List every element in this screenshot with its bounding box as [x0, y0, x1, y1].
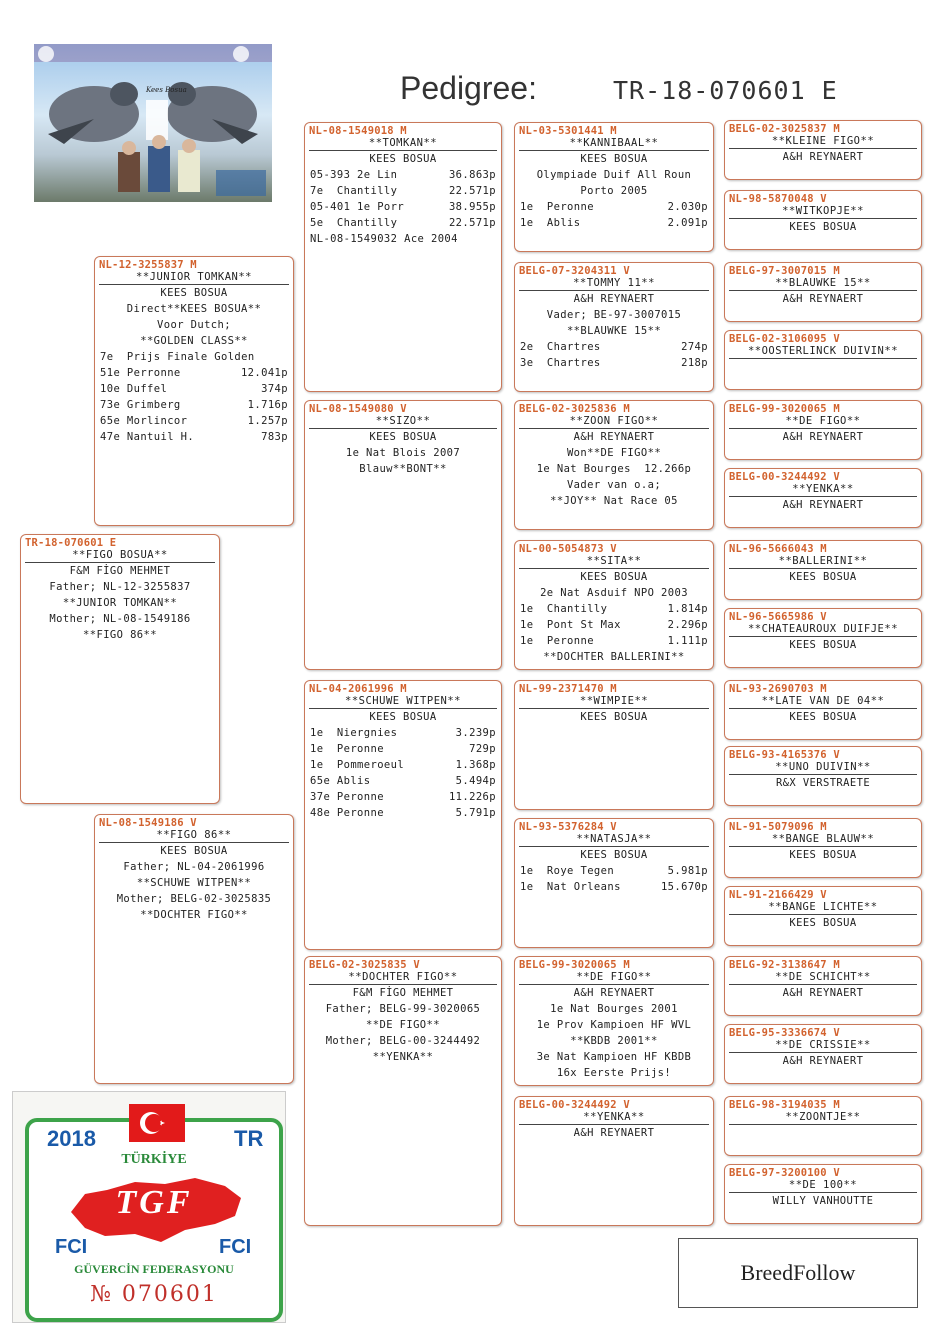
info-line: KEES BOSUA [160, 287, 228, 299]
result-row [515, 601, 713, 617]
pigeon-name: **CHATEAUROUX DUIFJE** [729, 623, 917, 637]
ring-number: BELG-02-3025835 V [309, 959, 420, 971]
ring-number: NL-93-2690703 M [729, 683, 827, 695]
pigeon-name: **UNO DUIVIN** [729, 761, 917, 775]
info-line: Mother; NL-08-1549186 [49, 613, 191, 625]
pigeon-name: **FIGO BOSUA** [25, 549, 215, 563]
breeder-line: KEES BOSUA [789, 221, 857, 233]
pigeon-name: **JUNIOR TOMKAN** [99, 271, 289, 285]
result-race: 65e Morlincor [100, 415, 188, 427]
breeder-line: R&X VERSTRAETE [775, 777, 871, 789]
gen3-pigeon-card [514, 262, 714, 392]
result-race: 1e Peronne [310, 743, 384, 755]
result-row [305, 805, 501, 821]
ring-number: NL-03-5301441 M [519, 125, 617, 137]
info-line: **SCHUWE WITPEN** [136, 877, 252, 889]
breeder-line: KEES BOSUA [789, 571, 857, 583]
info-line: **KBDB 2001** [570, 1035, 658, 1047]
subject-pigeon-card [20, 534, 220, 804]
result-race: 7e Chantilly [310, 185, 398, 197]
ring-number: BELG-02-3025837 M [729, 123, 840, 135]
gen3-pigeon-card [514, 818, 714, 948]
ring-number: TR-18-070601 E [613, 76, 838, 105]
breeder-line: KEES BOSUA [789, 849, 857, 861]
gen4-pigeon-card [724, 886, 922, 946]
result-distance: 5.494p [455, 775, 496, 787]
result-row [95, 413, 293, 429]
dam-card [94, 814, 294, 1084]
result-row [305, 789, 501, 805]
ring-number: BELG-95-3336674 V [729, 1027, 840, 1039]
info-line: Vader; BE-97-3007015 [546, 309, 682, 321]
result-race: 1e Ablis [520, 217, 581, 229]
ring-number: BELG-99-3020065 M [519, 959, 630, 971]
breeder-line: KEES BOSUA [789, 917, 857, 929]
breeder-line: KEES BOSUA [789, 639, 857, 651]
info-line: **BLAUWKE 15** [566, 325, 662, 337]
stamp-year: 2018 [47, 1126, 96, 1151]
info-line: **FIGO 86** [83, 629, 157, 641]
info-line: Father; NL-04-2061996 [123, 861, 265, 873]
result-distance: 5.791p [455, 807, 496, 819]
result-race: 7e Prijs Finale Golden [100, 351, 255, 363]
stamp-number: № 070601 [90, 1282, 218, 1307]
gen3-pigeon-card [514, 1096, 714, 1226]
ring-number: NL-96-5665986 V [729, 611, 827, 623]
ring-number: NL-91-2166429 V [729, 889, 827, 901]
result-row [515, 199, 713, 215]
page-title: Pedigree: [400, 70, 537, 106]
pigeon-name: **DOCHTER FIGO** [309, 971, 497, 985]
gen3-pigeon-card [514, 956, 714, 1086]
pigeon-name: **BLAUWKE 15** [729, 277, 917, 291]
result-race: 3e Chartres [520, 357, 601, 369]
ring-number: NL-08-1549186 V [99, 817, 197, 829]
result-race: 47e Nantuil H. [100, 431, 195, 443]
result-row [95, 381, 293, 397]
info-line: Porto 2005 [580, 185, 648, 197]
gen4-pigeon-card [724, 1096, 922, 1156]
info-line: 1e Prov Kampioen HF WVL [536, 1019, 692, 1031]
result-distance: 22.571p [448, 217, 496, 229]
stamp-fci-left: FCI [55, 1236, 88, 1258]
ring-number: BELG-93-4165376 V [729, 749, 840, 761]
result-race: 37e Peronne [310, 791, 384, 803]
info-line: Father; BELG-99-3020065 [325, 1003, 481, 1015]
gen4-pigeon-card [724, 540, 922, 600]
breeder-line: A&H REYNAERT [782, 1055, 864, 1067]
pigeon-name: **KANNIBAAL** [519, 137, 709, 151]
pigeon-name: **YENKA** [519, 1111, 709, 1125]
result-row [515, 879, 713, 895]
result-row [515, 339, 713, 355]
gen2-pigeon-card [304, 400, 502, 670]
result-row [305, 183, 501, 199]
info-line: KEES BOSUA [369, 711, 437, 723]
result-distance: 1.111p [667, 635, 708, 647]
info-line: Blauw**BONT** [359, 463, 447, 475]
result-distance: 2.091p [667, 217, 708, 229]
info-line: A&H REYNAERT [573, 1127, 655, 1139]
result-race: 5e Chantilly [310, 217, 398, 229]
ring-number: NL-99-2371470 M [519, 683, 617, 695]
gen2-pigeon-card [304, 122, 502, 392]
breeder-line: KEES BOSUA [789, 711, 857, 723]
pigeon-name: **BANGE LICHTE** [729, 901, 917, 915]
result-row [515, 617, 713, 633]
ring-number: NL-04-2061996 M [309, 683, 407, 695]
result-row [305, 757, 501, 773]
result-race: 10e Duffel [100, 383, 168, 395]
result-distance: 2.030p [667, 201, 708, 213]
pigeon-name: **DE SCHICHT** [729, 971, 917, 985]
pigeon-name: **ZOONTJE** [729, 1111, 917, 1125]
result-race: 1e Nat Orleans [520, 881, 621, 893]
gen2-pigeon-card [304, 680, 502, 950]
pigeon-name: **KLEINE FIGO** [729, 135, 917, 149]
pigeon-name: **BANGE BLAUW** [729, 833, 917, 847]
gen4-pigeon-card [724, 400, 922, 460]
info-line: Vader van o.a; [566, 479, 662, 491]
info-line: KEES BOSUA [580, 849, 648, 861]
gen4-pigeon-card [724, 330, 922, 390]
result-race: 1e Pont St Max [520, 619, 621, 631]
info-line: 2e Nat Asduif NPO 2003 [540, 587, 688, 599]
ring-number: BELG-07-3204311 V [519, 265, 630, 277]
ring-number: BELG-99-3020065 M [729, 403, 840, 415]
ring-number: BELG-00-3244492 V [519, 1099, 630, 1111]
info-line: **DE FIGO** [366, 1019, 440, 1031]
result-race: 1e Peronne [520, 635, 594, 647]
info-line: Direct**KEES BOSUA** [126, 303, 262, 315]
result-row [305, 741, 501, 757]
result-race: 05-393 2e Lin [310, 169, 398, 181]
result-row [515, 863, 713, 879]
result-distance: 38.955p [448, 201, 496, 213]
info-line: **GOLDEN CLASS** [140, 335, 248, 347]
result-race: 05-401 1e Porr [310, 201, 405, 213]
gen4-pigeon-card [724, 262, 922, 322]
pigeon-name: **SCHUWE WITPEN** [309, 695, 497, 709]
info-line: A&H REYNAERT [573, 987, 655, 999]
result-row [515, 633, 713, 649]
info-line: F&M FİGO MEHMET [69, 565, 171, 577]
breeder-line: A&H REYNAERT [782, 431, 864, 443]
info-line: **DOCHTER BALLERINI** [543, 651, 685, 663]
pigeon-name: **TOMMY 11** [519, 277, 709, 291]
result-distance: 1.814p [667, 603, 708, 615]
result-race: 51e Perronne [100, 367, 181, 379]
info-line: KEES BOSUA [160, 845, 228, 857]
ring-number: BELG-00-3244492 V [729, 471, 840, 483]
gen4-pigeon-card [724, 1164, 922, 1224]
breeder-line: A&H REYNAERT [782, 499, 864, 511]
info-line: **YENKA** [372, 1051, 434, 1063]
info-line: KEES BOSUA [369, 153, 437, 165]
turkish-flag-icon [129, 1104, 185, 1142]
gen2-pigeon-card [304, 956, 502, 1226]
result-distance: 218p [681, 357, 708, 369]
info-line: A&H REYNAERT [573, 431, 655, 443]
stamp-logo: TGF [115, 1184, 193, 1221]
pigeon-name: **SITA** [519, 555, 709, 569]
pigeon-name: **DE FIGO** [519, 971, 709, 985]
result-row [515, 355, 713, 371]
pigeon-name: **BALLERINI** [729, 555, 917, 569]
ring-number: NL-12-3255837 M [99, 259, 197, 271]
info-line: KEES BOSUA [580, 571, 648, 583]
info-line: 1e Nat Bourges 12.266p [536, 463, 692, 475]
gen4-pigeon-card [724, 190, 922, 250]
results-list [95, 349, 293, 445]
result-distance: 1.257p [247, 415, 288, 427]
result-row [305, 199, 501, 215]
result-distance: 22.571p [448, 185, 496, 197]
pigeon-name: **ZOON FIGO** [519, 415, 709, 429]
gen3-pigeon-card [514, 540, 714, 670]
result-row [515, 215, 713, 231]
stamp-federation: GÜVERCİN FEDERASYONU [74, 1262, 234, 1276]
info-line: KEES BOSUA [369, 431, 437, 443]
gen3-pigeon-card [514, 122, 714, 252]
ring-number: NL-00-5054873 V [519, 543, 617, 555]
result-distance: 1.368p [455, 759, 496, 771]
result-row [95, 429, 293, 445]
result-race: 65e Ablis [310, 775, 371, 787]
info-line: Voor Dutch; [157, 319, 231, 331]
gen4-pigeon-card [724, 1024, 922, 1084]
result-distance: 36.863p [448, 169, 496, 181]
info-line: **JUNIOR TOMKAN** [62, 597, 178, 609]
ring-number: NL-93-5376284 V [519, 821, 617, 833]
info-line: F&M FİGO MEHMET [352, 987, 454, 999]
stamp-country: TÜRKİYE [121, 1152, 187, 1167]
result-race: 1e Niergnies [310, 727, 398, 739]
result-distance: 783p [261, 431, 288, 443]
pigeon-name: **WITKOPJE** [729, 205, 917, 219]
pigeon-name: **YENKA** [729, 483, 917, 497]
result-distance: 12.041p [240, 367, 288, 379]
result-row [305, 167, 501, 183]
result-row [95, 365, 293, 381]
result-distance: 1.716p [247, 399, 288, 411]
ring-number: BELG-02-3106095 V [729, 333, 840, 345]
result-distance: 374p [261, 383, 288, 395]
ring-number: BELG-92-3138647 M [729, 959, 840, 971]
breedfollow-logo: BreedFollow [678, 1238, 918, 1308]
result-row [305, 215, 501, 231]
ring-number: TR-18-070601 E [25, 537, 117, 549]
result-row [305, 773, 501, 789]
result-row [305, 725, 501, 741]
gen4-pigeon-card [724, 746, 922, 806]
gen4-pigeon-card [724, 818, 922, 878]
ring-number: BELG-98-3194035 M [729, 1099, 840, 1111]
breeder-line: WILLY VANHOUTTE [772, 1195, 874, 1207]
pigeon-name: **FIGO 86** [99, 829, 289, 843]
pigeon-name: **OOSTERLINCK DUIVIN** [729, 345, 917, 359]
result-distance: 11.226p [448, 791, 496, 803]
info-line: Won**DE FIGO** [566, 447, 662, 459]
sire-card [94, 256, 294, 526]
stamp-frame [25, 1118, 283, 1322]
gen4-pigeon-card [724, 468, 922, 528]
result-row [95, 349, 293, 365]
gen3-pigeon-card [514, 680, 714, 810]
breeder-line: A&H REYNAERT [782, 987, 864, 999]
ring-number: NL-08-1549018 M [309, 125, 407, 137]
info-line: Olympiade Duif All Roun [536, 169, 692, 181]
pigeon-name: **TOMKAN** [309, 137, 497, 151]
info-line: 3e Nat Kampioen HF KBDB [536, 1051, 692, 1063]
result-race: 2e Chartres [520, 341, 601, 353]
stamp-country-code: TR [234, 1126, 264, 1151]
info-line: A&H REYNAERT [573, 293, 655, 305]
result-race: 1e Roye Tegen [520, 865, 615, 877]
breeder-line: A&H REYNAERT [782, 151, 864, 163]
gen3-pigeon-card [514, 400, 714, 530]
pigeon-name: **NATASJA** [519, 833, 709, 847]
result-race: 48e Peronne [310, 807, 384, 819]
result-race: 1e Pommeroeul [310, 759, 405, 771]
result-distance: 5.981p [667, 865, 708, 877]
info-line: KEES BOSUA [580, 153, 648, 165]
gen4-pigeon-card [724, 956, 922, 1016]
pigeon-name: **WIMPIE** [519, 695, 709, 709]
result-row [95, 397, 293, 413]
result-race: 1e Chantilly [520, 603, 608, 615]
pigeon-name: **SIZO** [309, 415, 497, 429]
result-race: NL-08-1549032 Ace 2004 [310, 233, 458, 245]
pigeon-name: **LATE VAN DE 04** [729, 695, 917, 709]
info-line: 16x Eerste Prijs! [556, 1067, 672, 1079]
ring-number: NL-08-1549080 V [309, 403, 407, 415]
result-distance: 2.296p [667, 619, 708, 631]
info-line: Father; NL-12-3255837 [49, 581, 191, 593]
ring-number: NL-91-5079096 M [729, 821, 827, 833]
info-line: 1e Nat Bourges 2001 [550, 1003, 678, 1015]
result-distance: 729p [469, 743, 496, 755]
gen4-pigeon-card [724, 680, 922, 740]
pigeon-photo [34, 44, 272, 202]
info-line: KEES BOSUA [580, 711, 648, 723]
info-line: Mother; BELG-00-3244492 [325, 1035, 481, 1047]
gen4-pigeon-card [724, 608, 922, 668]
info-line: Mother; BELG-02-3025835 [116, 893, 272, 905]
result-distance: 15.670p [660, 881, 708, 893]
info-line: **JOY** Nat Race 05 [550, 495, 678, 507]
gen4-pigeon-card [724, 120, 922, 180]
result-distance: 274p [681, 341, 708, 353]
result-distance: 3.239p [455, 727, 496, 739]
pigeon-name: **DE CRISSIE** [729, 1039, 917, 1053]
photo-caption: Kees Bosua [146, 86, 187, 94]
result-race: 73e Grimberg [100, 399, 181, 411]
ring-number: BELG-02-3025836 M [519, 403, 630, 415]
pigeon-name: **DE FIGO** [729, 415, 917, 429]
result-row [305, 231, 501, 247]
breeder-line: A&H REYNAERT [782, 293, 864, 305]
result-race: 1e Peronne [520, 201, 594, 213]
ring-number: NL-96-5666043 M [729, 543, 827, 555]
ring-number: BELG-97-3200100 V [729, 1167, 840, 1179]
info-line: 1e Nat Blois 2007 [345, 447, 461, 459]
federation-stamp [12, 1091, 286, 1323]
pigeon-illustration [34, 44, 272, 202]
info-line: **DOCHTER FIGO** [140, 909, 248, 921]
stamp-fci-right: FCI [219, 1236, 252, 1258]
ring-number: BELG-97-3007015 M [729, 265, 840, 277]
ring-number: NL-98-5870048 V [729, 193, 827, 205]
pigeon-name: **DE 100** [729, 1179, 917, 1193]
